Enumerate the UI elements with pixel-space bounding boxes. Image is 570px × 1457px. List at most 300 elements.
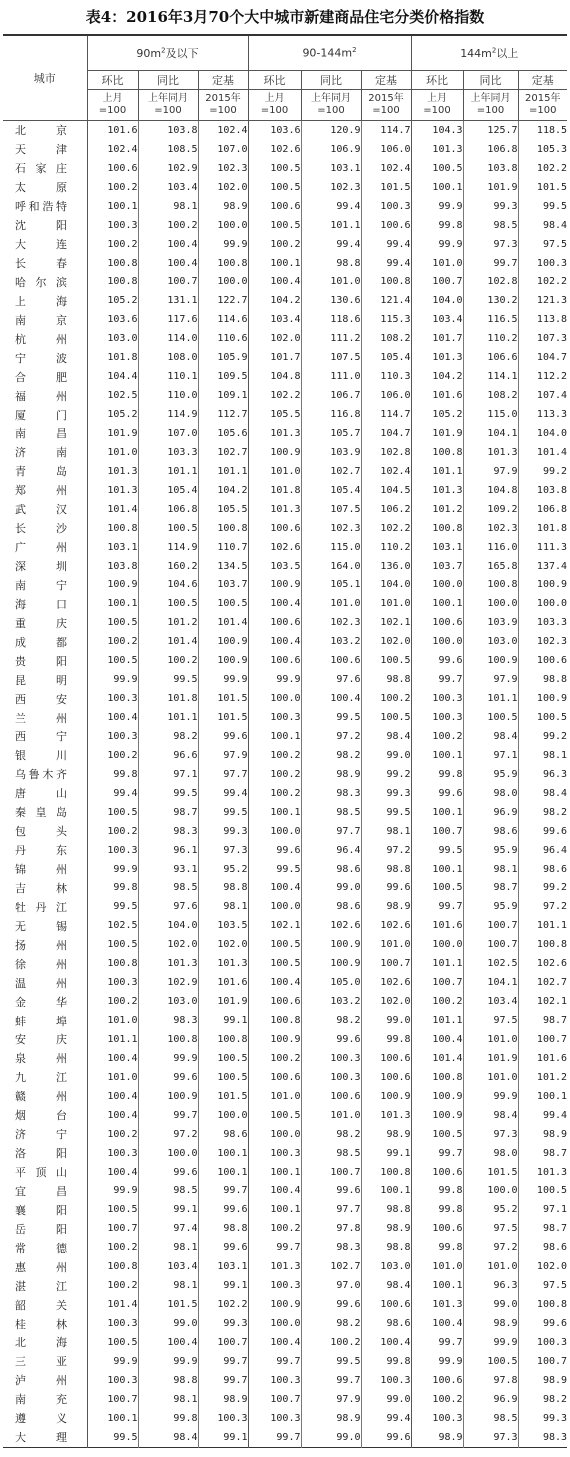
index-value-cell: 98.1 xyxy=(138,197,198,216)
index-value-cell: 100.2 xyxy=(87,992,138,1011)
index-value-cell: 100.2 xyxy=(248,1219,301,1238)
city-name-cell: 金华 xyxy=(15,995,67,1009)
index-value-cell: 100.3 xyxy=(248,708,301,727)
index-value-cell: 99.1 xyxy=(198,1428,248,1447)
index-value-cell: 99.6 xyxy=(301,1182,361,1201)
index-value-cell: 101.1 xyxy=(198,462,248,481)
index-value-cell: 97.6 xyxy=(301,670,361,689)
index-value-cell: 102.1 xyxy=(518,992,567,1011)
index-value-cell: 102.7 xyxy=(301,1257,361,1276)
index-value-cell: 101.0 xyxy=(301,594,361,613)
table-row xyxy=(3,1219,567,1238)
table-row xyxy=(3,594,567,613)
index-value-cell: 106.2 xyxy=(361,500,411,519)
index-value-cell: 105.5 xyxy=(248,405,301,424)
index-value-cell: 101.9 xyxy=(87,424,138,443)
index-value-cell: 100.2 xyxy=(248,746,301,765)
index-value-cell: 102.0 xyxy=(248,329,301,348)
index-value-cell: 101.9 xyxy=(463,178,518,197)
index-value-cell: 101.6 xyxy=(411,386,463,405)
index-value-cell: 108.2 xyxy=(361,329,411,348)
index-value-cell: 100.5 xyxy=(198,594,248,613)
index-value-cell: 98.6 xyxy=(301,897,361,916)
index-value-cell: 101.3 xyxy=(411,1295,463,1314)
index-value-cell: 99.9 xyxy=(138,1049,198,1068)
index-value-cell: 110.3 xyxy=(361,367,411,386)
index-value-cell: 100.4 xyxy=(87,1163,138,1182)
index-value-cell: 97.5 xyxy=(463,1011,518,1030)
index-value-cell: 101.8 xyxy=(248,481,301,500)
city-name-cell: 合肥 xyxy=(15,370,67,384)
index-value-cell: 101.1 xyxy=(87,1030,138,1049)
index-value-cell: 99.2 xyxy=(518,879,567,898)
index-value-cell: 134.5 xyxy=(198,557,248,576)
index-value-cell: 101.1 xyxy=(411,462,463,481)
index-value-cell: 100.0 xyxy=(411,576,463,595)
table-row xyxy=(3,310,567,329)
index-value-cell: 103.0 xyxy=(361,1257,411,1276)
index-value-cell: 98.8 xyxy=(361,670,411,689)
index-value-cell: 99.9 xyxy=(411,197,463,216)
city-name-cell: 惠州 xyxy=(15,1260,67,1274)
index-value-cell: 118.6 xyxy=(301,310,361,329)
index-value-cell: 100.3 xyxy=(301,1068,361,1087)
index-value-cell: 100.8 xyxy=(198,519,248,538)
index-value-cell: 109.5 xyxy=(198,367,248,386)
table-row xyxy=(3,1238,567,1257)
index-value-cell: 107.0 xyxy=(138,424,198,443)
index-value-cell: 101.6 xyxy=(87,121,138,140)
index-value-cell: 100.0 xyxy=(248,822,301,841)
index-value-cell: 100.0 xyxy=(248,689,301,708)
index-value-cell: 100.5 xyxy=(463,1352,518,1371)
base-header-cell: 上月 =100 xyxy=(248,90,301,121)
index-value-cell: 98.9 xyxy=(198,197,248,216)
index-value-cell: 99.9 xyxy=(248,670,301,689)
index-value-cell: 99.4 xyxy=(198,784,248,803)
index-value-cell: 103.1 xyxy=(411,538,463,557)
index-value-cell: 96.3 xyxy=(463,1276,518,1295)
table-row xyxy=(3,613,567,632)
table-row xyxy=(3,1163,567,1182)
index-value-cell: 100.8 xyxy=(411,519,463,538)
table-row xyxy=(3,992,567,1011)
index-value-cell: 98.4 xyxy=(463,727,518,746)
index-value-cell: 104.2 xyxy=(411,367,463,386)
index-value-cell: 102.5 xyxy=(87,386,138,405)
base-header-cell: 2015年 =100 xyxy=(518,90,567,121)
index-value-cell: 98.6 xyxy=(518,1238,567,1257)
index-value-cell: 102.6 xyxy=(518,954,567,973)
index-value-cell: 100.5 xyxy=(248,178,301,197)
index-value-cell: 100.9 xyxy=(411,1106,463,1125)
index-value-cell: 98.1 xyxy=(518,746,567,765)
index-value-cell: 106.8 xyxy=(463,140,518,159)
index-value-cell: 100.2 xyxy=(87,1125,138,1144)
index-value-cell: 100.2 xyxy=(138,651,198,670)
index-value-cell: 98.9 xyxy=(361,1125,411,1144)
index-value-cell: 99.0 xyxy=(138,1314,198,1333)
city-name-cell: 沈阳 xyxy=(15,219,67,233)
index-value-cell: 102.1 xyxy=(248,916,301,935)
index-value-cell: 104.4 xyxy=(87,367,138,386)
index-value-cell: 98.9 xyxy=(411,1428,463,1447)
index-value-cell: 100.2 xyxy=(248,784,301,803)
base-header-cell: 上年同月 =100 xyxy=(138,90,198,121)
index-value-cell: 100.5 xyxy=(138,519,198,538)
index-value-cell: 98.8 xyxy=(198,1219,248,1238)
index-value-cell: 100.2 xyxy=(411,1390,463,1409)
index-value-cell: 99.9 xyxy=(411,235,463,254)
index-value-cell: 101.4 xyxy=(138,632,198,651)
index-value-cell: 99.4 xyxy=(301,235,361,254)
index-value-cell: 99.5 xyxy=(301,1352,361,1371)
index-value-cell: 98.3 xyxy=(301,784,361,803)
index-value-cell: 100.8 xyxy=(87,254,138,273)
index-value-cell: 102.7 xyxy=(518,973,567,992)
index-value-cell: 98.6 xyxy=(361,1314,411,1333)
index-value-cell: 100.5 xyxy=(87,803,138,822)
index-value-cell: 110.6 xyxy=(198,329,248,348)
city-name-cell: 烟台 xyxy=(15,1109,67,1123)
city-name-cell: 三亚 xyxy=(15,1355,67,1369)
index-value-cell: 99.9 xyxy=(87,670,138,689)
city-name-cell: 唐山 xyxy=(15,787,67,801)
index-value-cell: 100.3 xyxy=(87,1144,138,1163)
index-value-cell: 101.5 xyxy=(463,1163,518,1182)
index-value-cell: 99.2 xyxy=(518,727,567,746)
table-row xyxy=(3,121,567,140)
index-value-cell: 99.8 xyxy=(138,1409,198,1428)
index-value-cell: 98.9 xyxy=(301,765,361,784)
index-value-cell: 106.9 xyxy=(301,140,361,159)
index-value-cell: 100.5 xyxy=(248,216,301,235)
index-value-cell: 99.8 xyxy=(87,879,138,898)
table-row xyxy=(3,954,567,973)
index-value-cell: 99.3 xyxy=(463,197,518,216)
index-value-cell: 99.1 xyxy=(361,1144,411,1163)
city-name-cell: 北海 xyxy=(15,1336,67,1350)
city-name-cell: 上海 xyxy=(15,294,67,308)
index-value-cell: 96.6 xyxy=(138,746,198,765)
index-value-cell: 99.7 xyxy=(248,1428,301,1447)
index-value-cell: 97.7 xyxy=(301,1200,361,1219)
index-value-cell: 100.5 xyxy=(198,1068,248,1087)
city-name-cell: 无锡 xyxy=(15,919,67,933)
index-value-cell: 102.0 xyxy=(138,935,198,954)
index-value-cell: 102.0 xyxy=(198,178,248,197)
index-value-cell: 96.3 xyxy=(518,765,567,784)
city-name-cell: 广州 xyxy=(15,541,67,555)
index-value-cell: 98.9 xyxy=(198,1390,248,1409)
index-value-cell: 99.4 xyxy=(361,1409,411,1428)
index-value-cell: 99.5 xyxy=(87,897,138,916)
index-value-cell: 96.4 xyxy=(518,841,567,860)
index-value-cell: 101.1 xyxy=(411,954,463,973)
index-value-cell: 100.6 xyxy=(87,159,138,178)
index-value-cell: 102.2 xyxy=(518,159,567,178)
index-value-cell: 102.7 xyxy=(301,462,361,481)
index-value-cell: 99.2 xyxy=(361,765,411,784)
index-value-cell: 100.2 xyxy=(138,216,198,235)
index-value-cell: 106.0 xyxy=(361,140,411,159)
index-value-cell: 105.2 xyxy=(87,405,138,424)
index-value-cell: 99.0 xyxy=(301,879,361,898)
index-value-cell: 100.0 xyxy=(463,594,518,613)
city-name-cell: 秦皇岛 xyxy=(15,806,67,820)
index-value-cell: 99.9 xyxy=(138,1352,198,1371)
index-value-cell: 100.0 xyxy=(411,632,463,651)
index-value-cell: 99.6 xyxy=(198,1200,248,1219)
index-value-cell: 100.5 xyxy=(87,1200,138,1219)
index-value-cell: 100.2 xyxy=(361,689,411,708)
index-value-cell: 101.3 xyxy=(361,1106,411,1125)
index-value-cell: 122.7 xyxy=(198,291,248,310)
index-value-cell: 100.5 xyxy=(463,708,518,727)
city-name-cell: 徐州 xyxy=(15,957,67,971)
city-name-cell: 哈尔滨 xyxy=(15,275,67,289)
sub-header-cell: 同比 xyxy=(463,71,518,90)
table-row xyxy=(3,462,567,481)
index-value-cell: 100.6 xyxy=(411,613,463,632)
index-value-cell: 99.6 xyxy=(411,784,463,803)
table-row xyxy=(3,784,567,803)
index-value-cell: 99.5 xyxy=(198,803,248,822)
sub-header-cell: 环比 xyxy=(411,71,463,90)
index-value-cell: 104.0 xyxy=(361,576,411,595)
index-value-cell: 101.5 xyxy=(198,1087,248,1106)
city-name-cell: 岳阳 xyxy=(15,1222,67,1236)
index-value-cell: 95.9 xyxy=(463,765,518,784)
city-name-cell: 蚌埠 xyxy=(15,1014,67,1028)
index-value-cell: 100.0 xyxy=(248,1314,301,1333)
table-row xyxy=(3,405,567,424)
index-value-cell: 100.1 xyxy=(411,1276,463,1295)
index-value-cell: 130.6 xyxy=(301,291,361,310)
table-row xyxy=(3,1049,567,1068)
index-value-cell: 103.9 xyxy=(463,613,518,632)
city-name-cell: 石家庄 xyxy=(15,162,67,176)
index-value-cell: 100.7 xyxy=(463,916,518,935)
index-value-cell: 99.7 xyxy=(411,670,463,689)
index-value-cell: 97.9 xyxy=(198,746,248,765)
index-value-cell: 103.8 xyxy=(138,121,198,140)
index-value-cell: 98.3 xyxy=(301,1238,361,1257)
index-value-cell: 98.6 xyxy=(463,822,518,841)
index-value-cell: 100.3 xyxy=(198,1409,248,1428)
index-value-cell: 101.7 xyxy=(248,348,301,367)
index-value-cell: 104.8 xyxy=(463,481,518,500)
table-row xyxy=(3,860,567,879)
city-name-cell: 遵义 xyxy=(15,1412,67,1426)
index-value-cell: 97.1 xyxy=(518,1200,567,1219)
index-value-cell: 102.0 xyxy=(198,935,248,954)
city-name-cell: 北京 xyxy=(15,124,67,138)
index-value-cell: 102.2 xyxy=(361,519,411,538)
index-value-cell: 97.2 xyxy=(361,841,411,860)
index-value-cell: 100.5 xyxy=(138,594,198,613)
index-value-cell: 100.6 xyxy=(411,1163,463,1182)
index-value-cell: 99.9 xyxy=(87,1182,138,1201)
index-value-cell: 100.3 xyxy=(411,689,463,708)
index-value-cell: 99.0 xyxy=(463,1295,518,1314)
index-value-cell: 102.2 xyxy=(248,386,301,405)
index-value-cell: 99.0 xyxy=(301,1428,361,1447)
index-value-cell: 103.2 xyxy=(301,992,361,1011)
table-row xyxy=(3,576,567,595)
index-value-cell: 101.0 xyxy=(87,1068,138,1087)
index-value-cell: 99.7 xyxy=(411,1333,463,1352)
index-value-cell: 100.7 xyxy=(87,1219,138,1238)
index-value-cell: 100.3 xyxy=(87,1314,138,1333)
index-value-cell: 100.7 xyxy=(361,954,411,973)
index-value-cell: 102.0 xyxy=(518,1257,567,1276)
index-value-cell: 100.1 xyxy=(248,1200,301,1219)
index-value-cell: 105.9 xyxy=(198,348,248,367)
index-value-cell: 113.3 xyxy=(518,405,567,424)
index-value-cell: 100.8 xyxy=(138,1030,198,1049)
city-name-cell: 大连 xyxy=(15,238,67,252)
table-row xyxy=(3,519,567,538)
base-header-cell: 2015年 =100 xyxy=(198,90,248,121)
index-value-cell: 100.4 xyxy=(248,273,301,292)
city-name-cell: 厦门 xyxy=(15,408,67,422)
index-value-cell: 107.5 xyxy=(301,348,361,367)
table-row xyxy=(3,935,567,954)
index-value-cell: 95.2 xyxy=(198,860,248,879)
city-name-cell: 杭州 xyxy=(15,332,67,346)
index-value-cell: 114.1 xyxy=(463,367,518,386)
index-value-cell: 118.5 xyxy=(518,121,567,140)
index-value-cell: 101.6 xyxy=(411,916,463,935)
index-value-cell: 99.7 xyxy=(301,1371,361,1390)
index-value-cell: 99.9 xyxy=(87,860,138,879)
index-value-cell: 99.6 xyxy=(138,1068,198,1087)
index-value-cell: 98.5 xyxy=(138,1182,198,1201)
index-value-cell: 102.6 xyxy=(248,140,301,159)
index-value-cell: 98.3 xyxy=(518,1428,567,1447)
index-value-cell: 100.6 xyxy=(248,651,301,670)
city-name-cell: 平顶山 xyxy=(15,1166,67,1180)
group-header-small: $90m^2$及以下 xyxy=(87,35,248,71)
table-row xyxy=(3,443,567,462)
index-value-cell: 99.1 xyxy=(198,1276,248,1295)
index-value-cell: 100.8 xyxy=(463,576,518,595)
index-value-cell: 101.5 xyxy=(361,178,411,197)
index-value-cell: 100.3 xyxy=(87,973,138,992)
index-value-cell: 99.9 xyxy=(87,1352,138,1371)
group-header-large: $144m^2$以上 xyxy=(411,35,567,71)
index-value-cell: 100.5 xyxy=(87,1333,138,1352)
table-row xyxy=(3,140,567,159)
table-row xyxy=(3,500,567,519)
index-value-cell: 100.3 xyxy=(361,197,411,216)
price-index-table xyxy=(3,34,567,1448)
index-value-cell: 115.0 xyxy=(463,405,518,424)
index-value-cell: 100.1 xyxy=(411,178,463,197)
index-value-cell: 98.5 xyxy=(138,879,198,898)
index-value-cell: 100.8 xyxy=(518,935,567,954)
index-value-cell: 125.7 xyxy=(463,121,518,140)
index-value-cell: 100.2 xyxy=(248,1049,301,1068)
index-value-cell: 102.3 xyxy=(301,613,361,632)
index-value-cell: 104.2 xyxy=(248,291,301,310)
index-value-cell: 114.7 xyxy=(361,121,411,140)
index-value-cell: 97.2 xyxy=(138,1125,198,1144)
index-value-cell: 99.9 xyxy=(198,670,248,689)
index-value-cell: 106.6 xyxy=(463,348,518,367)
index-value-cell: 103.5 xyxy=(248,557,301,576)
index-value-cell: 100.7 xyxy=(411,273,463,292)
index-value-cell: 100.4 xyxy=(361,1333,411,1352)
index-value-cell: 101.3 xyxy=(198,954,248,973)
index-value-cell: 100.1 xyxy=(248,727,301,746)
index-value-cell: 99.3 xyxy=(198,822,248,841)
index-value-cell: 107.0 xyxy=(198,140,248,159)
index-value-cell: 100.8 xyxy=(248,1011,301,1030)
table-row xyxy=(3,291,567,310)
index-value-cell: 99.5 xyxy=(411,841,463,860)
table-row xyxy=(3,1182,567,1201)
index-value-cell: 98.1 xyxy=(463,860,518,879)
index-value-cell: 101.0 xyxy=(361,935,411,954)
index-value-cell: 102.3 xyxy=(463,519,518,538)
table-row xyxy=(3,1068,567,1087)
index-value-cell: 99.1 xyxy=(138,1200,198,1219)
index-value-cell: 100.1 xyxy=(248,254,301,273)
index-value-cell: 98.4 xyxy=(361,1276,411,1295)
index-value-cell: 98.5 xyxy=(463,216,518,235)
city-name-cell: 襄阳 xyxy=(15,1203,67,1217)
base-header-cell: 上年同月 =100 xyxy=(301,90,361,121)
index-value-cell: 101.2 xyxy=(138,613,198,632)
index-value-cell: 100.5 xyxy=(411,159,463,178)
index-value-cell: 100.1 xyxy=(361,1182,411,1201)
index-value-cell: 101.2 xyxy=(411,500,463,519)
index-value-cell: 103.8 xyxy=(463,159,518,178)
index-value-cell: 110.0 xyxy=(138,386,198,405)
index-value-cell: 116.5 xyxy=(463,310,518,329)
index-value-cell: 102.1 xyxy=(361,613,411,632)
index-value-cell: 100.7 xyxy=(198,1333,248,1352)
index-value-cell: 101.0 xyxy=(361,594,411,613)
index-value-cell: 100.5 xyxy=(361,708,411,727)
index-value-cell: 99.8 xyxy=(87,765,138,784)
index-value-cell: 100.1 xyxy=(411,746,463,765)
index-value-cell: 101.8 xyxy=(138,689,198,708)
index-value-cell: 99.8 xyxy=(411,1238,463,1257)
index-value-cell: 98.7 xyxy=(518,1219,567,1238)
index-value-cell: 97.4 xyxy=(138,1219,198,1238)
index-value-cell: 97.2 xyxy=(518,897,567,916)
index-value-cell: 99.8 xyxy=(361,1352,411,1371)
index-value-cell: 98.8 xyxy=(361,860,411,879)
index-value-cell: 100.0 xyxy=(198,216,248,235)
index-value-cell: 164.0 xyxy=(301,557,361,576)
index-value-cell: 100.7 xyxy=(248,1390,301,1409)
index-value-cell: 97.7 xyxy=(198,765,248,784)
city-name-cell: 福州 xyxy=(15,389,67,403)
index-value-cell: 100.4 xyxy=(248,1182,301,1201)
index-value-cell: 99.7 xyxy=(198,1371,248,1390)
table-row xyxy=(3,1011,567,1030)
index-value-cell: 102.8 xyxy=(463,273,518,292)
index-value-cell: 101.3 xyxy=(411,481,463,500)
index-value-cell: 104.1 xyxy=(463,424,518,443)
city-name-cell: 昆明 xyxy=(15,673,67,687)
index-value-cell: 100.6 xyxy=(248,197,301,216)
index-value-cell: 101.2 xyxy=(518,1068,567,1087)
